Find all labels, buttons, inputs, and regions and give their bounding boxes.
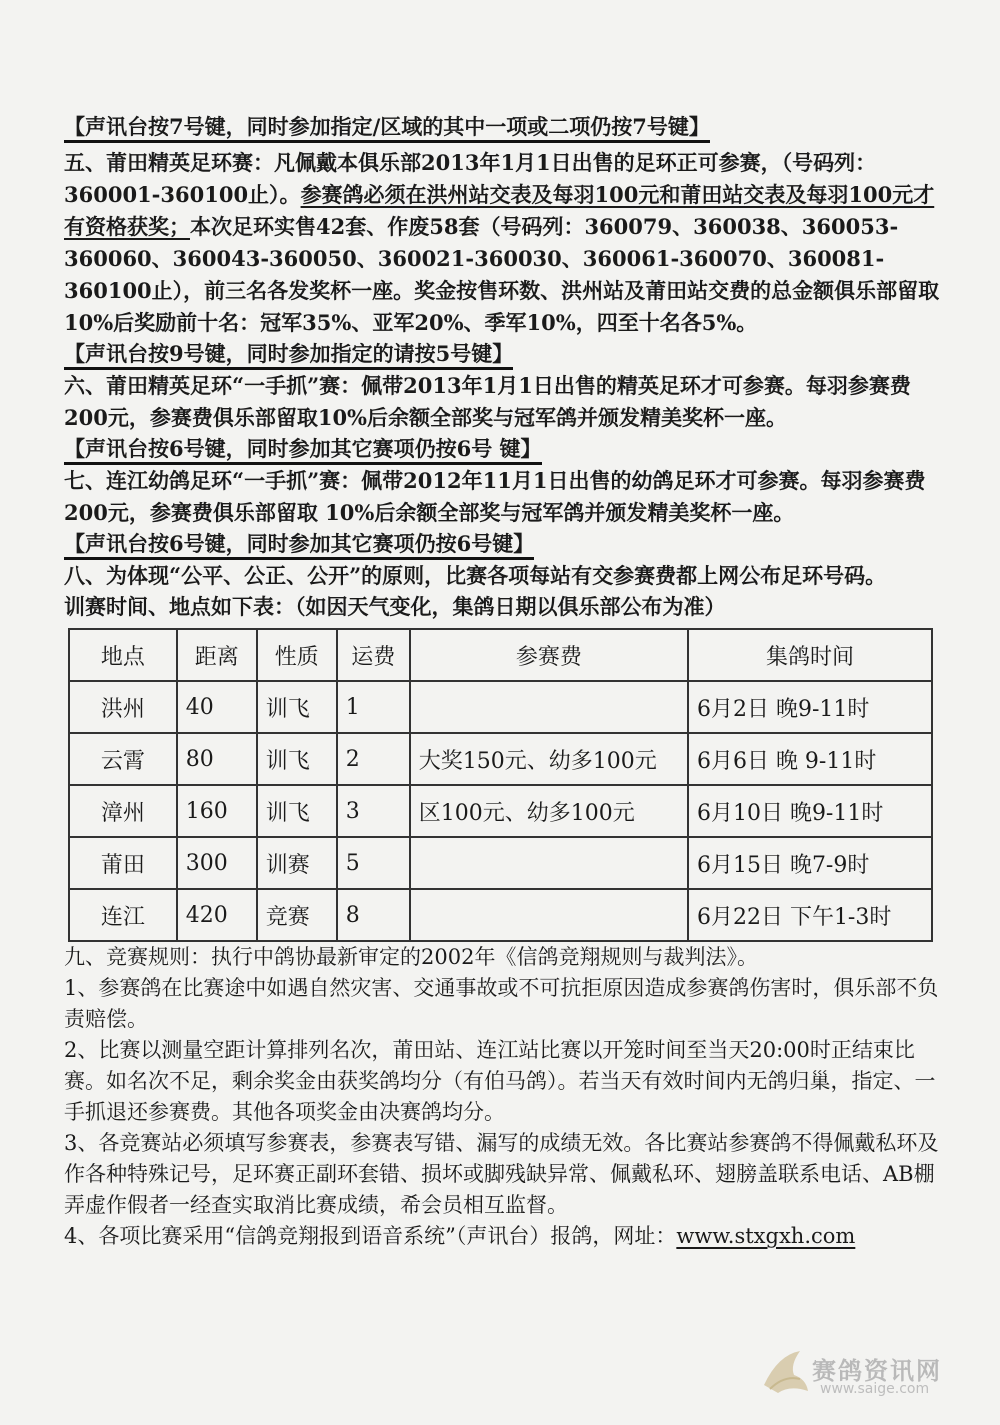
header-distance: 距离 <box>177 629 257 681</box>
section-7-key: 【声讯台按6号键，同时参加其它赛项仍按6号键】 <box>64 530 534 560</box>
section-7 <box>64 465 944 560</box>
table-header-row <box>69 629 932 681</box>
rule-4 <box>64 1221 944 1252</box>
cell-distance: 80 <box>177 733 257 785</box>
header-fare: 运费 <box>337 629 410 681</box>
table-row <box>69 785 932 837</box>
cell-place: 漳州 <box>69 785 177 837</box>
cell-distance: 40 <box>177 681 257 733</box>
table-row <box>69 733 932 785</box>
cell-entry-fee <box>410 837 688 889</box>
pigeon-logo-icon <box>760 1345 812 1401</box>
header-type: 性质 <box>257 629 337 681</box>
section-6-text: 六、莆田精英足环“一手抓”赛：佩带2013年1月1日出售的精英足环才可参赛。每羽参赛费200元，参赛费俱乐部留取10%后余额全部奖与冠军鸽并颁发精美奖杯一座。 <box>64 373 911 430</box>
cell-entry-fee: 大奖150元、幼多100元 <box>410 733 688 785</box>
cell-entry-fee: 区100元、幼多100元 <box>410 785 688 837</box>
section-6-key: 【声讯台按6号键，同时参加其它赛项仍按6号 键】 <box>64 435 542 465</box>
cell-place: 莆田 <box>69 837 177 889</box>
header-entry-fee: 参赛费 <box>410 629 688 681</box>
section-5-line1: 五、莆田精英足环赛：凡佩戴本俱乐部2013年1月1日出售的足环正可参赛，（号码列：360001-360100止）。 <box>64 150 877 207</box>
cell-place: 云霄 <box>69 733 177 785</box>
cell-type: 训飞 <box>257 733 337 785</box>
cell-collect-time: 6月6日 晚 9-11时 <box>688 733 932 785</box>
section-5 <box>64 147 944 339</box>
website-link[interactable]: www.stxgxh.com <box>676 1224 856 1248</box>
cell-fare: 2 <box>337 733 410 785</box>
table-row <box>69 681 932 733</box>
rules-title: 九、竞赛规则：执行中鸽协最新审定的2002年《信鸽竞翔规则与裁判法》。 <box>64 945 758 969</box>
cell-entry-fee <box>410 889 688 941</box>
section-5-line2: 本次足环实售42套、作废58套（号码列：360079、360038、360053-360060、360043-360050、360021-360030、360061-360070、360081-360100止），前三名各发奖杯一座。奖金按售环数、洪州站及莆田站交费的总金额俱乐部留取10%后奖励前十名：冠军35%、亚军20%、季军10%，四至十名各5%。 <box>64 214 940 335</box>
section-7-text: 七、连江幼鸽足环“一手抓”赛：佩带2012年11月1日出售的幼鸽足环才可参赛。每羽参赛费200元，参赛费俱乐部留取 10%后余额全部奖与冠军鸽并颁发精美奖杯一座。 <box>64 468 926 525</box>
watermark-logo <box>760 1345 960 1405</box>
cell-distance: 300 <box>177 837 257 889</box>
section-6 <box>64 370 944 465</box>
section-8-text: 八、为体现“公平、公正、公开”的原则，比赛各项每站有交参赛费都上网公布足环号码。 <box>64 563 887 588</box>
cell-type: 竞赛 <box>257 889 337 941</box>
cell-fare: 3 <box>337 785 410 837</box>
sec5-key-9: 【声讯台按9号键，同时参加指定的请按5号键】 <box>64 340 513 370</box>
rule-3: 3、各竞赛站必须填写参赛表，参赛表写错、漏写的成绩无效。各比赛站参赛鸽不得佩戴私环及作各种特殊记号，足环赛正副环套错、损坏或脚残缺异常、佩戴私环、翅膀盖联系电话、AB棚弄虚作假者一经查实取消比赛成绩，希会员相互监督。 <box>64 1131 939 1217</box>
cell-fare: 1 <box>337 681 410 733</box>
header-place: 地点 <box>69 629 177 681</box>
cell-collect-time: 6月15日 晚7-9时 <box>688 837 932 889</box>
section-5-requirement: 参赛鸽必须在洪州站交表及每羽100元和莆田站交表及每羽100元才有资格获奖； <box>64 182 935 239</box>
cell-type: 训飞 <box>257 681 337 733</box>
table-row <box>69 889 932 941</box>
rule-1: 1、参赛鸽在比赛途中如遇自然灾害、交通事故或不可抗拒原因造成参赛鸽伤害时，俱乐部不负责赔偿。 <box>64 976 939 1031</box>
schedule-table <box>68 628 933 942</box>
cell-collect-time: 6月2日 晚9-11时 <box>688 681 932 733</box>
document-body <box>64 112 944 1252</box>
cell-collect-time: 6月22日 下午1-3时 <box>688 889 932 941</box>
watermark-title: 赛鸽资讯网 <box>812 1357 942 1385</box>
cell-place: 洪州 <box>69 681 177 733</box>
rule-4-text: 4、各项比赛采用“信鸽竞翔报到语音系统”（声讯台）报鸽，网址： <box>64 1224 677 1248</box>
cell-distance: 420 <box>177 889 257 941</box>
rules-section <box>64 942 944 1252</box>
cell-fare: 8 <box>337 889 410 941</box>
cell-entry-fee <box>410 681 688 733</box>
watermark-url: www.saige.com <box>820 1381 930 1397</box>
schedule-intro: 训赛时间、地点如下表：（如因天气变化，集鸽日期以俱乐部公布为准） <box>64 594 726 619</box>
cell-fare: 5 <box>337 837 410 889</box>
cell-type: 训赛 <box>257 837 337 889</box>
cell-collect-time: 6月10日 晚9-11时 <box>688 785 932 837</box>
sec5-key-note: 【声讯台按7号键，同时参加指定/区域的其中一项或二项仍按7号键】 <box>64 113 710 143</box>
rule-2: 2、比赛以测量空距计算排列名次，莆田站、连江站比赛以开笼时间至当天20:00时正结束比赛。如名次不足，剩余奖金由获奖鸽均分（有伯马鸽）。若当天有效时间内无鸽归巢，指定、一手抓退还参赛费。其他各项奖金由决赛鸽均分。 <box>64 1038 936 1124</box>
header-collect-time: 集鸽时间 <box>688 629 932 681</box>
cell-type: 训飞 <box>257 785 337 837</box>
cell-distance: 160 <box>177 785 257 837</box>
cell-place: 连江 <box>69 889 177 941</box>
table-row <box>69 837 932 889</box>
